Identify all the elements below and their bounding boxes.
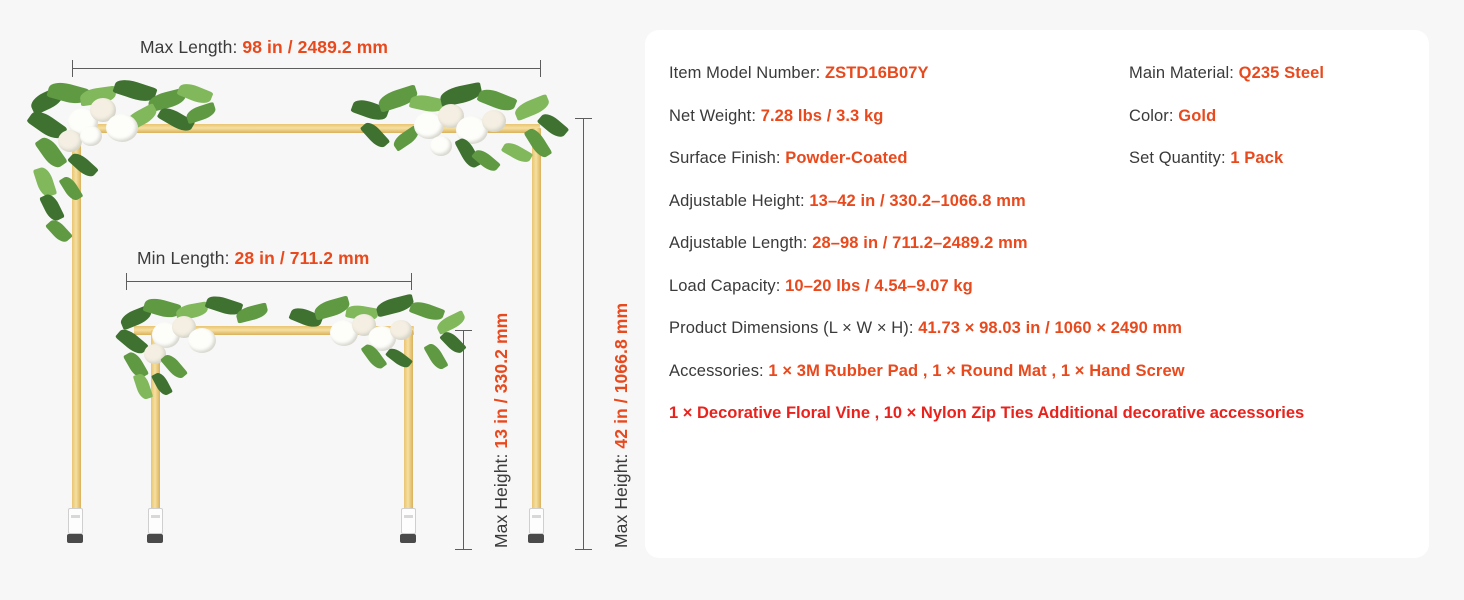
spec-value: 10–20 lbs / 4.54–9.07 kg [785,276,973,295]
spec-value: 28–98 in / 711.2–2489.2 mm [812,234,1028,252]
spec-row-product-dimensions [669,319,1403,338]
spec-value: 7.28 lbs / 3.3 kg [760,106,884,125]
foliage-small-right [290,294,466,394]
spec-value: ZSTD16B07Y [824,64,929,82]
spec-label: Surface Finish: [669,149,786,167]
spec-label: Adjustable Height: [669,191,810,210]
spec-full-width-block [669,192,1403,424]
spec-row-adjustable-length [669,234,1403,253]
spec-value: Powder-Coated [785,149,908,167]
large-arch-right-foot [528,534,544,543]
small-arch-right-foot [400,534,416,543]
spec-column-left [669,64,1129,192]
max-height-small-label [491,313,512,548]
spec-row-additional-accessories: 1 × Decorative Floral Vine , 10 × Nylon Zip Ties Additional decorative accessories [669,404,1305,422]
foliage-small-left [116,292,276,412]
spec-value: Q235 Steel [1238,64,1325,82]
spec-row-item-model-number [669,64,1129,83]
spec-row-surface-finish [669,149,1129,168]
spec-value: 1 Pack [1230,149,1284,167]
spec-value: 13–42 in / 330.2–1066.8 mm [809,191,1026,210]
spec-label: Set Quantity: [1128,149,1231,167]
spec-value: 1 × 3M Rubber Pad , 1 × Round Mat , 1 × Hand Screw [768,361,1185,380]
spec-label: Item Model Number: [669,64,825,82]
spec-label: Adjustable Length: [669,234,813,252]
max-length-value: 98 in / 2489.2 mm [242,37,389,57]
max-length-label [140,37,388,58]
spec-row-set-quantity [1129,149,1403,168]
min-length-tick-right [411,273,412,290]
spec-value: Gold [1178,106,1217,125]
max-height-large-rule [583,118,584,550]
small-arch-right-clamp [401,508,416,534]
spec-row-adjustable-height [669,192,1403,211]
spec-row-accessories [669,362,1403,381]
specification-card [645,30,1429,558]
spec-two-column-block [669,64,1403,192]
small-arch-left-foot [147,534,163,543]
min-length-prefix: Min Length: [137,248,235,268]
max-length-tick-right [540,60,541,77]
max-height-small-value: 13 in / 330.2 mm [491,312,511,449]
max-height-large-tick-bottom [575,549,592,550]
max-height-large-value: 42 in / 1066.8 mm [611,302,631,449]
spec-label: Product Dimensions (L × W × H): [669,319,919,337]
spec-label: Main Material: [1128,64,1239,82]
max-height-small-prefix: Max Height: [491,448,511,548]
spec-column-right [1129,64,1403,192]
foliage-large-left [28,82,218,252]
foliage-large-right [352,84,568,194]
large-arch-left-clamp [68,508,83,534]
max-height-small-tick-bottom [455,549,472,550]
large-arch-right-clamp [529,508,544,534]
spec-label: Net Weight: [669,106,761,125]
spec-row-color [1129,107,1403,126]
max-length-tick-left [72,60,73,77]
product-diagram [0,0,640,600]
spec-label: Accessories: [669,361,769,380]
spec-row-main-material [1129,64,1403,83]
min-length-rule [126,281,411,282]
max-height-large-label [611,303,632,548]
max-height-large-prefix: Max Height: [611,448,631,548]
spec-label: Load Capacity: [669,276,786,295]
min-length-value: 28 in / 711.2 mm [234,248,370,268]
spec-row-load-capacity [669,277,1403,296]
spec-label: Color: [1128,106,1179,125]
large-arch-left-foot [67,534,83,543]
max-length-prefix: Max Length: [140,37,243,57]
max-length-rule [72,68,540,69]
spec-value: 41.73 × 98.03 in / 1060 × 2490 mm [918,319,1183,337]
spec-row-net-weight [669,107,1129,126]
small-arch-left-clamp [148,508,163,534]
max-height-large-tick-top [575,118,592,119]
min-length-tick-left [126,273,127,290]
